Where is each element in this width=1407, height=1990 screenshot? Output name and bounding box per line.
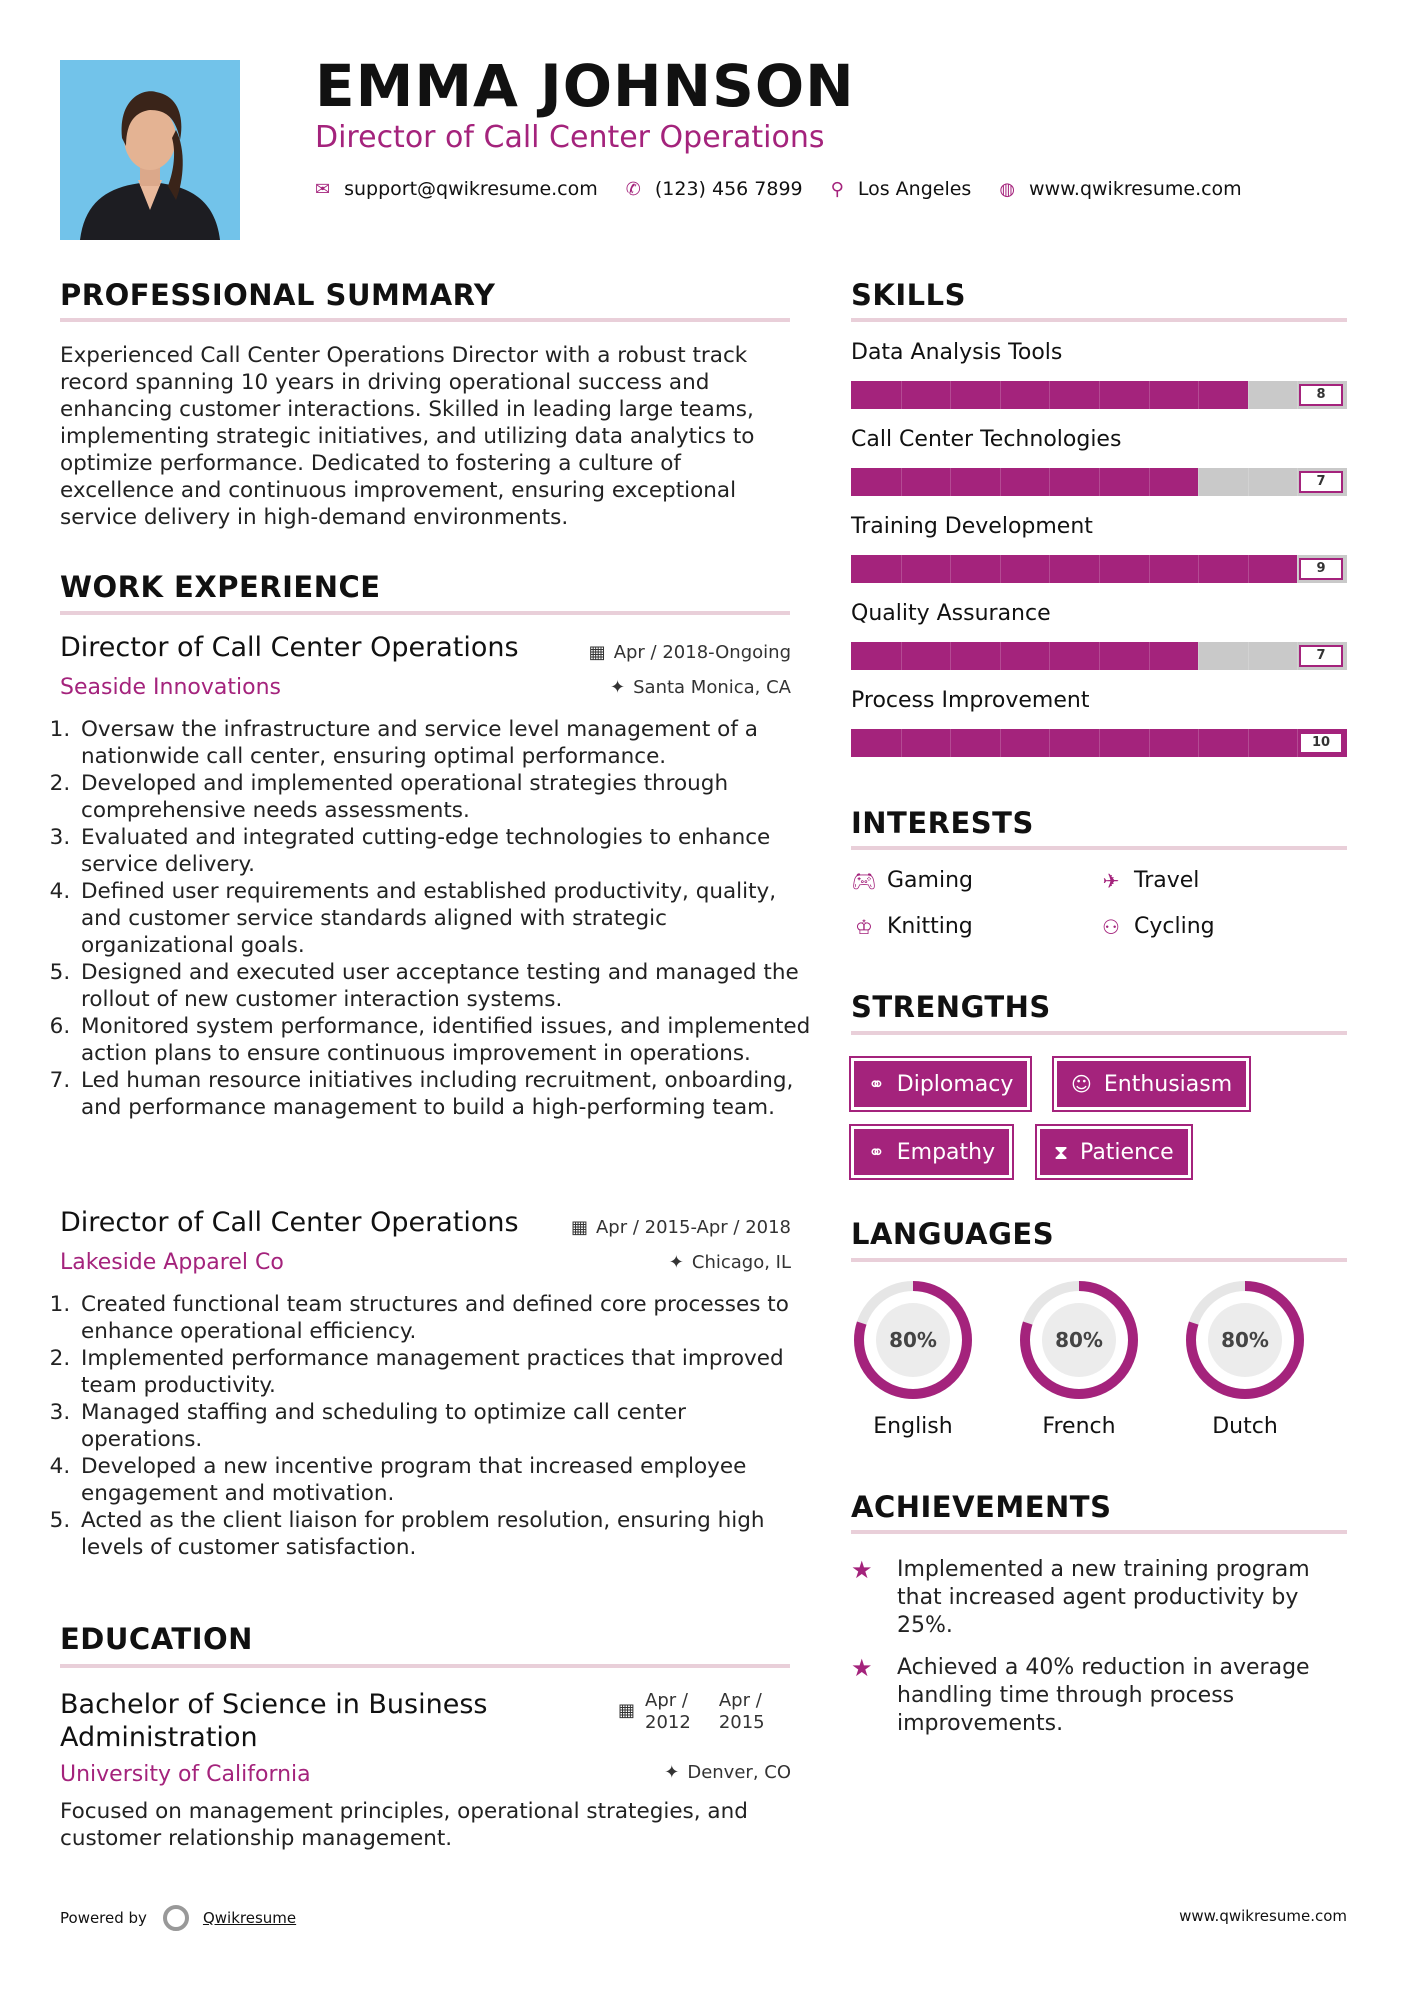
skill-bar-fill: [851, 642, 1198, 670]
skill-bar-divider: [1198, 729, 1199, 757]
skill-bar-divider: [1248, 729, 1249, 757]
job-title: Director of Call Center Operations: [60, 1207, 519, 1238]
language-label: English: [873, 1414, 953, 1439]
skill-bar-divider: [1248, 642, 1249, 670]
skill-bar-divider: [1149, 468, 1150, 496]
achievement-item: [851, 1556, 1347, 1640]
language-percent: 80%: [889, 1328, 937, 1352]
education-start-month: Apr /: [645, 1690, 688, 1711]
skill-bar: [851, 642, 1347, 670]
list-item: 5. Acted as the client liaison for problem resolution, ensuring high levels of customer satisfaction.: [77, 1507, 812, 1561]
trophy-icon: ♔: [855, 914, 873, 939]
location-pin-icon: ⚲: [830, 178, 844, 200]
handshake-icon: ⚭: [868, 1072, 885, 1096]
skill-level-badge: 7: [1299, 471, 1343, 493]
list-item: 4. Developed a new incentive program that increased employee engagement and motivation.: [77, 1453, 812, 1507]
pushpin-icon: ✦: [664, 1762, 680, 1783]
list-item: 5. Designed and executed user acceptance testing and managed the rollout of new customer interaction systems.: [77, 959, 812, 1013]
strength-label: Patience: [1080, 1139, 1174, 1165]
pushpin-icon: ✦: [668, 1252, 684, 1273]
skill-bar-divider: [1049, 381, 1050, 409]
skill-bar-divider: [950, 729, 951, 757]
language-percent: 80%: [1221, 1328, 1269, 1352]
list-item: 6. Monitored system performance, identified issues, and implemented action plans to ensure continuous improvement in operations.: [77, 1013, 812, 1067]
calendar-icon: ▦: [618, 1700, 636, 1721]
job-company: Seaside Innovations: [60, 675, 281, 700]
language-donut: [1183, 1278, 1307, 1402]
footer-powered: [60, 1905, 296, 1931]
skill-bar-divider: [1000, 468, 1001, 496]
skill-bar-divider: [901, 555, 902, 583]
skill-bar-divider: [1000, 729, 1001, 757]
skill-bar-divider: [1099, 381, 1100, 409]
job-dates: [589, 642, 791, 663]
globe-icon: ◍: [999, 178, 1016, 200]
job-location: [610, 677, 791, 698]
interest-item: [1098, 914, 1215, 939]
person-photo-icon: [60, 60, 240, 240]
interest-item: [851, 914, 973, 939]
pushpin-icon: ✦: [610, 677, 626, 698]
job-dates: [571, 1217, 791, 1238]
bicycle-icon: ⚇: [1102, 914, 1120, 939]
strengths-heading: STRENGTHS: [851, 990, 1051, 1024]
skill-bar-divider: [950, 468, 951, 496]
footer-website[interactable]: www.qwikresume.com: [1179, 1907, 1347, 1925]
job-location-text: Chicago, IL: [691, 1252, 791, 1273]
strengths-rule: [851, 1031, 1347, 1035]
airplane-icon: ✈: [1102, 868, 1120, 893]
contact-bar: [315, 178, 1270, 200]
job-dates-text: Apr / 2015-Apr / 2018: [595, 1217, 791, 1238]
profile-photo: [60, 60, 240, 240]
strength-label: Diplomacy: [896, 1071, 1014, 1097]
skill-bar-divider: [1049, 468, 1050, 496]
interest-label: Travel: [1134, 868, 1200, 893]
skill-bar: [851, 555, 1347, 583]
language-label: Dutch: [1212, 1414, 1278, 1439]
skill-bar-divider: [1049, 555, 1050, 583]
education-heading: EDUCATION: [60, 1622, 253, 1656]
skill-label: Quality Assurance: [851, 601, 1051, 626]
star-icon: ★: [851, 1556, 873, 1584]
hourglass-icon: ⧗: [1054, 1140, 1069, 1164]
strength-chip: [1037, 1126, 1191, 1178]
skill-label: Data Analysis Tools: [851, 340, 1063, 365]
skill-bar-fill: [851, 468, 1198, 496]
strength-label: Empathy: [896, 1139, 996, 1165]
skill-bar-divider: [1248, 381, 1249, 409]
skill-bar-divider: [1099, 468, 1100, 496]
summary-text: Experienced Call Center Operations Director with a robust track record spanning 10 years in driving operational success and enhancing customer interactions. Skilled in leading large teams, implementing strategic initiatives, and utilizing data analytics to optimize performance. Dedicated to fostering a culture of excellence and continuous improvement, ensuring exceptional service delivery in high-demand environments.: [60, 343, 755, 530]
skill-bar-divider: [1149, 555, 1150, 583]
job-bullets: [60, 716, 812, 1121]
skill-label: Training Development: [851, 514, 1093, 539]
education-description: Focused on management principles, operational strategies, and customer relationship management.: [60, 1799, 748, 1851]
language-donut: [1017, 1278, 1141, 1402]
skill-level-badge: 9: [1299, 558, 1343, 580]
star-icon: ★: [851, 1654, 873, 1682]
interests-rule: [851, 846, 1347, 850]
summary-rule: [60, 318, 790, 322]
skill-bar-divider: [950, 555, 951, 583]
phone-icon: ✆: [625, 178, 641, 200]
skill-bar-divider: [1000, 381, 1001, 409]
education-location: [664, 1762, 791, 1783]
skill-bar-divider: [1198, 381, 1199, 409]
skill-bar-divider: [901, 642, 902, 670]
job-location: [669, 1252, 791, 1273]
education-dates: [618, 1690, 765, 1734]
skill-bar: [851, 729, 1347, 757]
job-location-text: Santa Monica, CA: [633, 677, 791, 698]
smile-icon: ☺: [1071, 1072, 1092, 1096]
degree: [60, 1688, 487, 1754]
interest-item: [1098, 868, 1199, 893]
language-label: French: [1042, 1414, 1116, 1439]
education-start-year: 2012: [645, 1712, 691, 1733]
skills-heading: SKILLS: [851, 278, 966, 312]
skill-bar-fill: [851, 555, 1297, 583]
job-dates-text: Apr / 2018-Ongoing: [613, 642, 791, 663]
list-item: 1. Created functional team structures and defined core processes to enhance operational efficiency.: [77, 1291, 812, 1345]
skill-bar-divider: [1000, 555, 1001, 583]
handshake-icon: ⚭: [868, 1140, 885, 1164]
skill-bar-divider: [1099, 729, 1100, 757]
skill-bar-divider: [901, 468, 902, 496]
skill-bar-divider: [1149, 381, 1150, 409]
skill-level-badge: 7: [1299, 645, 1343, 667]
education-end-year: 2015: [718, 1712, 765, 1733]
skill-level-badge: 10: [1299, 732, 1343, 754]
achievements-heading: ACHIEVEMENTS: [851, 1490, 1112, 1524]
skill-level-badge: 8: [1299, 384, 1343, 406]
list-item: 2. Implemented performance management practices that improved team productivity.: [77, 1345, 812, 1399]
languages-heading: LANGUAGES: [851, 1217, 1055, 1251]
skill-bar-divider: [950, 381, 951, 409]
achievement-item: [851, 1654, 1347, 1738]
interest-label: Cycling: [1134, 914, 1215, 939]
list-item: 7. Led human resource initiatives including recruitment, onboarding, and performance management to build a high-performing team.: [77, 1067, 812, 1121]
experience-heading: WORK EXPERIENCE: [60, 570, 381, 604]
powered-by-label: Powered by: [60, 1909, 147, 1927]
list-item: 3. Managed staffing and scheduling to optimize call center operations.: [77, 1399, 812, 1453]
language-percent: 80%: [1055, 1328, 1103, 1352]
interest-label: Gaming: [887, 868, 973, 893]
school-name: University of California: [60, 1762, 311, 1787]
interest-label: Knitting: [887, 914, 973, 939]
skill-bar-divider: [1049, 729, 1050, 757]
education-end-month: Apr /: [718, 1690, 762, 1711]
interests-heading: INTERESTS: [851, 806, 1034, 840]
list-item: 3. Evaluated and integrated cutting-edge technologies to enhance service delivery.: [77, 824, 812, 878]
skill-bar-divider: [1000, 642, 1001, 670]
strength-label: Enthusiasm: [1103, 1071, 1233, 1097]
strength-chip: [851, 1058, 1030, 1110]
skill-bar-divider: [1248, 468, 1249, 496]
skill-bar: [851, 381, 1347, 409]
education-location-text: Denver, CO: [687, 1762, 791, 1783]
calendar-icon: ▦: [588, 642, 606, 663]
skill-bar-divider: [950, 642, 951, 670]
job-bullets: [60, 1291, 812, 1561]
qwikresume-logo-icon: [163, 1905, 189, 1931]
language-donut: [851, 1278, 975, 1402]
contact-email[interactable]: support@qwikresume.com: [344, 178, 598, 200]
job-company: Lakeside Apparel Co: [60, 1250, 284, 1275]
education-rule: [60, 1664, 790, 1668]
skill-label: Call Center Technologies: [851, 427, 1122, 452]
skill-bar-divider: [1099, 555, 1100, 583]
skill-bar-divider: [1198, 468, 1199, 496]
job-title: Director of Call Center Operations: [60, 632, 519, 663]
list-item: 1. Oversaw the infrastructure and service level management of a nationwide call center, ensuring optimal performance.: [77, 716, 812, 770]
strength-chip: [851, 1126, 1012, 1178]
achievements-rule: [851, 1530, 1347, 1534]
languages-rule: [851, 1258, 1347, 1262]
skills-rule: [851, 318, 1347, 322]
candidate-name: EMMA JOHNSON: [315, 52, 855, 120]
skill-bar: [851, 468, 1347, 496]
summary-heading: PROFESSIONAL SUMMARY: [60, 278, 496, 312]
experience-rule: [60, 611, 790, 615]
skill-bar-divider: [1248, 555, 1249, 583]
skill-bar-divider: [1149, 729, 1150, 757]
degree-line: Administration: [60, 1722, 258, 1753]
skill-bar-divider: [1198, 555, 1199, 583]
degree-line: Bachelor of Science in Business: [60, 1689, 488, 1720]
skill-label: Process Improvement: [851, 688, 1090, 713]
gamepad-icon: 🎮︎: [851, 868, 877, 893]
list-item: 4. Defined user requirements and established productivity, quality, and customer service standards aligned with strategic organizational goals.: [77, 878, 812, 959]
contact-phone[interactable]: (123) 456 7899: [654, 178, 803, 200]
skill-bar-divider: [901, 729, 902, 757]
brand-link[interactable]: Qwikresume: [202, 1909, 297, 1927]
achievement-text: Achieved a 40% reduction in average handling time through process improvements.: [897, 1655, 1310, 1736]
envelope-icon: ✉: [315, 178, 331, 200]
calendar-icon: ▦: [570, 1217, 588, 1238]
interest-item: [851, 868, 973, 893]
skill-bar-divider: [1049, 642, 1050, 670]
candidate-title: Director of Call Center Operations: [315, 120, 825, 155]
skill-bar-divider: [901, 381, 902, 409]
strength-chip: [1054, 1058, 1249, 1110]
achievement-text: Implemented a new training program that increased agent productivity by 25%.: [897, 1557, 1310, 1638]
contact-website[interactable]: www.qwikresume.com: [1029, 178, 1242, 200]
list-item: 2. Developed and implemented operational strategies through comprehensive needs assessments.: [77, 770, 812, 824]
skill-bar-divider: [1099, 642, 1100, 670]
skill-bar-divider: [1149, 642, 1150, 670]
skill-bar-divider: [1198, 642, 1199, 670]
contact-location: Los Angeles: [857, 178, 972, 200]
